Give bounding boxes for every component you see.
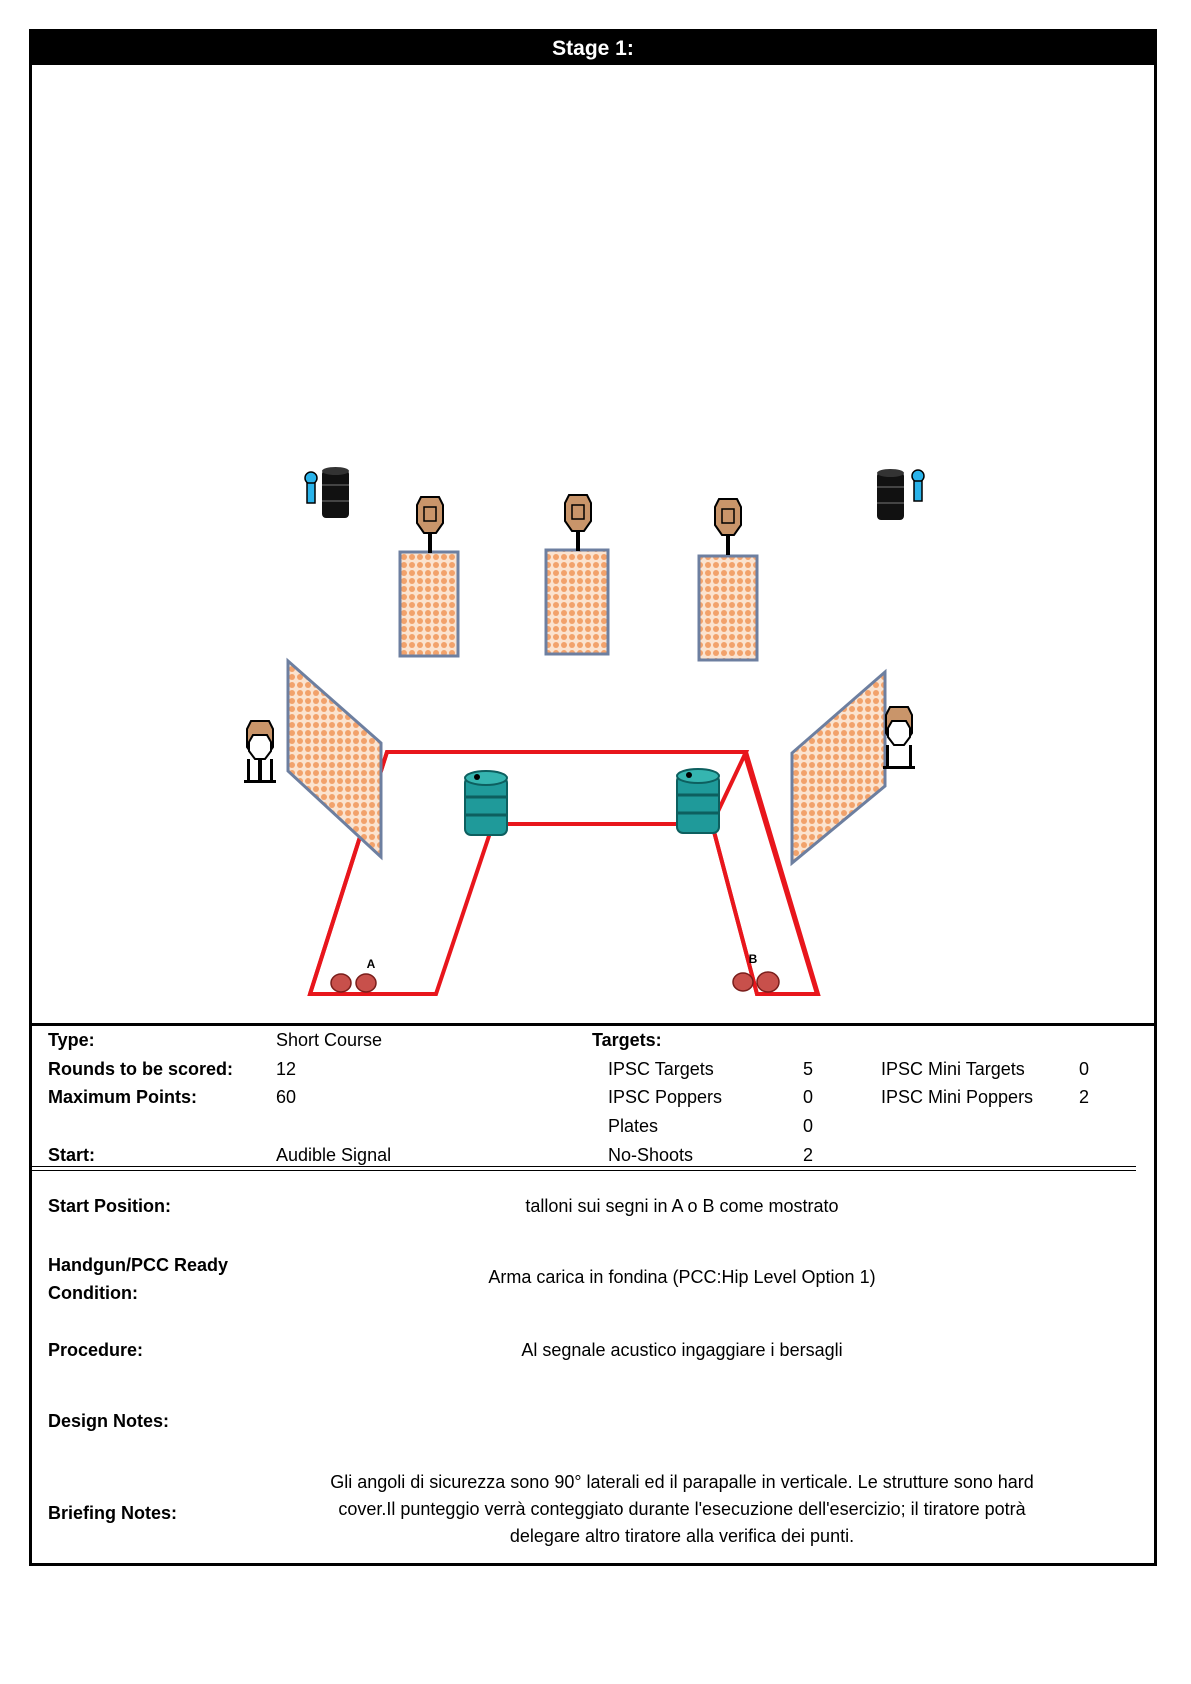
target-row-label: IPSC Targets (608, 1059, 714, 1079)
start-label: Start: (48, 1145, 96, 1165)
barrel-left (465, 771, 507, 835)
wall-back-1 (400, 552, 458, 656)
start-position-a (331, 957, 376, 992)
briefing-notes-value: Gli angoli di sicurezza sono 90° laterali ed il parapalle in verticale. Le strutture sono hard cover.Il punteggio verrà conteggiato durante l'esecuzione dell'esercizio; il tiratore potrà delegare altro tiratore alla verifica dei punti. (330, 1472, 1034, 1546)
wall-back-3 (699, 556, 757, 660)
fault-line-area (310, 752, 818, 994)
rounds-value: 12 (276, 1059, 297, 1079)
target-row-value: 2 (803, 1145, 814, 1165)
no-shoot-left (249, 735, 271, 759)
stage-title: Stage 1: (32, 32, 1154, 65)
section-divider (32, 1023, 1154, 1026)
barrel-right (677, 769, 719, 833)
wall-right (792, 672, 885, 863)
briefing-notes-label: Briefing Notes: (48, 1503, 178, 1523)
ipsc-target-3 (715, 499, 741, 555)
stage-diagram (32, 65, 1154, 1023)
points-label: Maximum Points: (48, 1087, 198, 1107)
fault-line-outer (310, 752, 817, 994)
ipsc-target-right (883, 707, 915, 769)
double-rule-top (32, 1166, 1136, 1167)
ipsc-target-2 (565, 495, 591, 551)
ipsc-target-left (244, 721, 276, 783)
target-row-label: IPSC Poppers (608, 1087, 723, 1107)
targets-label: Targets: (592, 1030, 662, 1050)
no-shoot-right (888, 721, 910, 745)
rounds-label: Rounds to be scored: (48, 1059, 234, 1079)
ipsc-target-1 (417, 497, 443, 553)
mini-target-row-value: 0 (1079, 1059, 1090, 1079)
mini-target-row-value: 2 (1079, 1087, 1090, 1107)
points-value: 60 (276, 1087, 297, 1107)
design-notes-label: Design Notes: (48, 1411, 170, 1431)
start-label-a: A (366, 957, 376, 971)
start-position-value: talloni sui segni in A o B come mostrato (525, 1196, 839, 1216)
mini-popper-left (305, 472, 317, 503)
ready-condition-label-line1: Handgun/PCC Ready (48, 1255, 229, 1275)
type-value: Short Course (276, 1030, 383, 1050)
wall-left (288, 661, 381, 857)
target-row-value: 0 (803, 1116, 814, 1136)
black-barrel-left (322, 467, 349, 518)
type-label: Type: (48, 1030, 95, 1050)
mini-target-row-label: IPSC Mini Targets (881, 1059, 1025, 1079)
target-row-label: Plates (608, 1116, 659, 1136)
black-barrel-right (877, 469, 904, 520)
procedure-value: Al segnale acustico ingaggiare i bersagli (521, 1340, 843, 1360)
mini-target-row-label: IPSC Mini Poppers (881, 1087, 1034, 1107)
procedure-label: Procedure: (48, 1340, 144, 1360)
double-rule-bottom (32, 1170, 1136, 1171)
target-row-value: 0 (803, 1087, 814, 1107)
ready-condition-value: Arma carica in fondina (PCC:Hip Level Option 1) (488, 1267, 876, 1287)
start-label-b: B (748, 952, 758, 966)
mini-popper-right (912, 470, 924, 501)
stage-sheet (29, 29, 1157, 1566)
wall-back-2 (546, 550, 608, 654)
target-row-value: 5 (803, 1059, 814, 1079)
start-position-label: Start Position: (48, 1196, 172, 1216)
target-row-label: No-Shoots (608, 1145, 694, 1165)
start-value: Audible Signal (276, 1145, 392, 1165)
ready-condition-label-line2: Condition: (48, 1283, 138, 1303)
